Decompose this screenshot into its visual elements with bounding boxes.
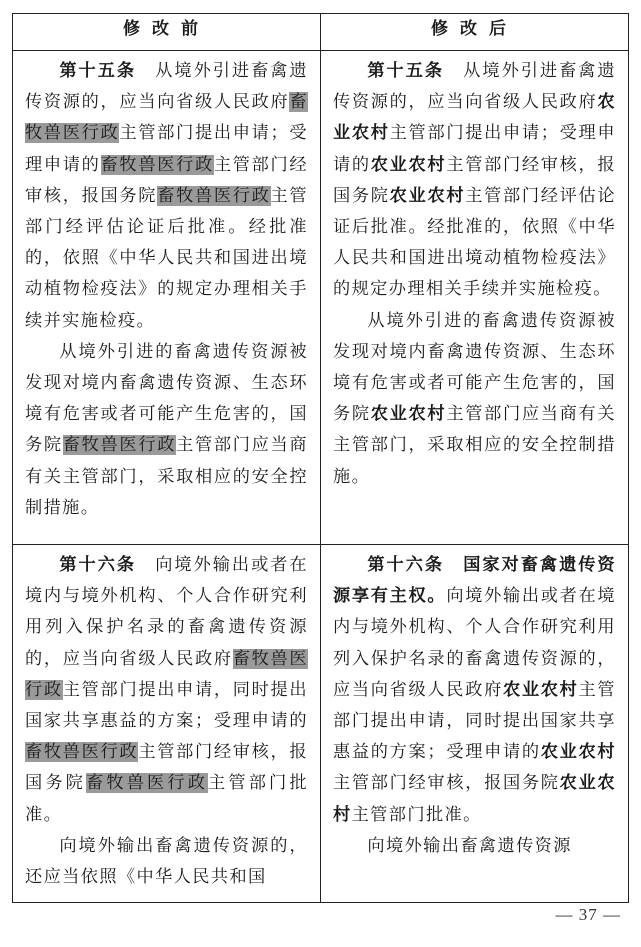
article-15-before-para-2: [25, 337, 308, 524]
text-run: 主管部门应当商有关主管部门，采取相应的安全控制措施。: [25, 435, 308, 518]
text-run: 主管部门经评估论证后批准。经批准的，依照《中华人民共和国进出境动植物检疫法》的规定办理相关手续并实施检疫。: [333, 185, 617, 300]
article-number: 第十五条: [367, 61, 445, 81]
text-run: 向境外输出或者在境内与境外机构、个人合作研究利用列入保护名录的畜禽遗传资源的，应当向省级人民政府: [25, 555, 308, 669]
article-15-row: [13, 51, 629, 545]
article-16-after-cell: [321, 545, 629, 903]
text-run: 主管部门经审核，报国务院: [333, 154, 616, 206]
text-run: 主管部门批准。: [351, 804, 482, 825]
comparison-table: [12, 13, 629, 903]
revised-term: 农业农村: [333, 92, 616, 144]
revised-term: 农业农村: [333, 773, 616, 825]
article-16-before-para-1: [25, 550, 308, 831]
highlighted-term: 畜牧兽医行政: [100, 154, 214, 175]
header-after: 修改后: [321, 14, 629, 51]
article-15-after-para-2: [333, 306, 616, 493]
text-run: 主管部门批准。: [25, 773, 308, 825]
text-run: 主管部门提出申请；受理申请的: [333, 123, 617, 175]
highlighted-term: 畜牧兽医行政: [25, 648, 308, 700]
added-clause: 国家对畜禽遗传资源享有主权。: [333, 555, 616, 607]
text-run: 从境外引进的畜禽遗传资源被发现对境内畜禽遗传资源、生态环境有危害或者可能产生危害的，国务院: [25, 341, 308, 456]
article-16-after-para-2: 向境外输出畜禽遗传资源: [367, 835, 572, 856]
text-run: 从境外引进畜禽遗传资源的，应当向省级人民政府: [25, 61, 308, 113]
article-16-before-cell: [13, 545, 321, 903]
revised-term: 农业农村: [370, 404, 447, 425]
page-number: — 37 —: [555, 905, 621, 924]
article-16-after-para-1: [333, 550, 616, 831]
highlighted-term: 畜牧兽医行政: [25, 742, 139, 763]
revised-term: 农业农村: [502, 679, 579, 700]
highlighted-term: 畜牧兽医行政: [86, 773, 209, 794]
text-run: 向境外输出或者在境内与境外机构、个人合作研究利用列入保护名录的畜禽遗传资源的，应当向省级人民政府: [333, 586, 617, 700]
text-run: 主管部门经审核，报国务院: [25, 742, 309, 794]
article-15-after-cell: [321, 51, 629, 545]
highlighted-term: 畜牧兽医行政: [62, 435, 177, 456]
text-run: 主管部门经审核，报国务院: [25, 154, 308, 206]
revised-term: 农业农村: [370, 154, 447, 175]
revised-term: 农业农村: [540, 742, 616, 763]
article-15-after-para-1: [333, 56, 616, 306]
text-run: 主管部门应当商有关主管部门，采取相应的安全控制措施。: [333, 404, 616, 487]
article-16-before-para-2: 向境外输出畜禽遗传资源的，还应当依照《中华人民共和国: [25, 835, 308, 888]
header-before: 修改前: [13, 14, 321, 51]
revised-term: 农业农村: [389, 185, 466, 206]
text-run: 从境外引进畜禽遗传资源的，应当向省级人民政府: [333, 61, 616, 113]
article-16-row: [13, 545, 629, 903]
article-number: 第十六条: [367, 555, 445, 575]
article-number: 第十五条: [59, 61, 137, 81]
text-run: 主管部门提出申请，同时提出国家共享惠益的方案；受理申请的: [333, 679, 616, 763]
article-15-before-cell: [13, 51, 321, 545]
header-row: [13, 14, 629, 51]
text-run: 主管部门经评估论证后批准。经批准的，依照《中华人民共和国进出境动植物检疫法》的规定办理相关手续并实施检疫。: [25, 185, 308, 331]
article-number: 第十六条: [59, 555, 137, 575]
highlighted-term: 畜牧兽医行政: [25, 92, 308, 144]
text-run: 从境外引进的畜禽遗传资源被发现对境内畜禽遗传资源、生态环境有危害或者可能产生危害的，国务院: [333, 310, 616, 425]
text-run: 主管部门提出申请；受理申请的: [25, 123, 308, 175]
article-15-before-para-1: [25, 56, 308, 337]
highlighted-term: 畜牧兽医行政: [157, 185, 271, 206]
text-run: 主管部门提出申请，同时提出国家共享惠益的方案；受理申请的: [25, 679, 308, 732]
text-run: 主管部门经审核，报国务院: [333, 773, 560, 794]
